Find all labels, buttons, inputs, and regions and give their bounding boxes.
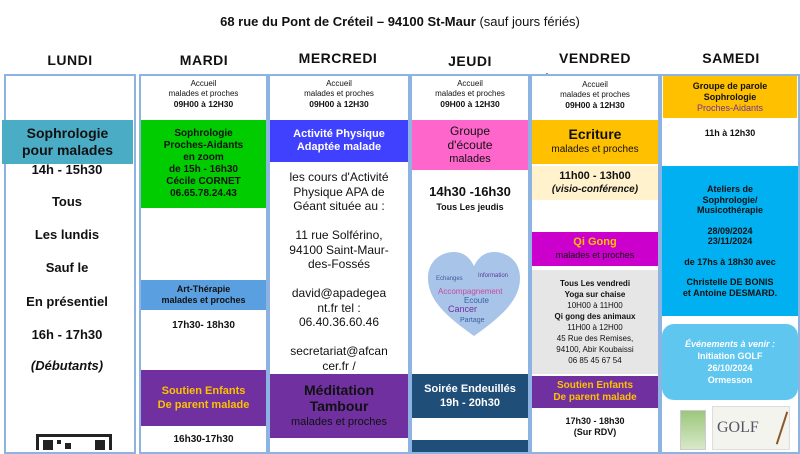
mardi-soutien-box — [141, 370, 266, 426]
lundi-line-4: En présentiel — [26, 294, 108, 309]
jeudi-groupe-sub: malades — [449, 153, 491, 165]
lundi-sophro-title: Sophrologie — [26, 125, 109, 141]
mardi-sophro-line: Sophrologie — [174, 128, 233, 139]
mardi-sophro-line: 06.65.78.24.43 — [170, 188, 237, 199]
mercredi-body-spacer — [270, 214, 408, 229]
samedi-events-box — [662, 324, 798, 400]
mardi-art-hours: 17h30- 18h30 — [172, 320, 235, 331]
samedi-events-line: Initiation GOLF — [697, 351, 763, 361]
vendredi-ecriture-sub: malades et proches — [551, 144, 639, 155]
vendredi-qigong-title: Qi Gong — [573, 236, 617, 248]
accueil-sub: malades et proches — [304, 89, 374, 98]
vendredi-ecriture-hours: 11h00 - 13h00 — [559, 170, 631, 182]
address-note: (sauf jours fériés) — [479, 14, 580, 29]
jeudi-groupe-title2: d'écoute — [447, 138, 493, 152]
golf-flyer-title: GOLF — [717, 419, 759, 436]
vendredi-info-line: 94100, Abir Koubaissi — [556, 345, 634, 354]
day-jeudi: JEUDI — [448, 53, 492, 69]
mercredi-med-title2: Tambour — [309, 398, 369, 414]
mercredi-body-line: secretariat@afcan — [290, 344, 388, 358]
mardi-sophro-line: de 15h - 16h30 — [169, 164, 238, 175]
mercredi-apa-box — [270, 120, 408, 162]
samedi-events-title: Événements à venir : — [684, 339, 776, 349]
address-text: 68 rue du Pont de Créteil – 94100 St-Maur — [220, 14, 476, 29]
vendredi-qigong-box — [532, 232, 658, 266]
lundi-line-1: Tous — [51, 194, 83, 209]
accueil-sub: malades et proches — [560, 90, 630, 99]
mercredi-body-line: 11 rue Solférino, — [295, 228, 383, 242]
accueil-title: Accueil — [326, 79, 352, 88]
golf-flyer-thumb — [680, 410, 706, 450]
samedi-ateliers-line: Christelle DE BONIS — [686, 277, 774, 287]
mardi-sophro-line: en zoom — [183, 152, 224, 163]
mardi-sophro-box — [141, 120, 266, 208]
lundi-line-3: Sauf le — [45, 260, 89, 275]
vendredi-info-box — [532, 270, 658, 374]
mardi-sophro-line: Cécile CORNET — [166, 176, 241, 187]
vendredi-soutien-title: Soutien Enfants — [556, 380, 634, 391]
mercredi-body-spacer — [270, 272, 408, 287]
mardi-art-sub: malades et proches — [161, 295, 246, 305]
heart-word: Cancer — [448, 304, 478, 314]
mercredi-body-line: david@apadegea — [291, 286, 387, 300]
mercredi-body-line: les cours d'Activité — [289, 170, 389, 184]
vendredi-ecriture-time-box — [532, 166, 658, 200]
heart-word: Information — [478, 273, 509, 279]
accueil-title: Accueil — [457, 79, 483, 88]
vendredi-ecriture-box — [532, 120, 658, 164]
vendredi-info-line: Yoga sur chaise — [564, 290, 626, 299]
mercredi-meditation-box — [270, 374, 408, 438]
day-samedi: SAMEDI — [702, 50, 760, 66]
samedi-events-line: 26/10/2024 — [707, 363, 753, 373]
mercredi-accueil — [270, 79, 408, 110]
lundi-sophro-box — [2, 120, 133, 164]
jeudi-soiree-box — [412, 374, 528, 418]
mercredi-apa-body — [270, 170, 408, 373]
samedi-groupe-box — [663, 76, 797, 118]
day-mercredi: MERCREDI — [298, 50, 378, 66]
samedi-groupe-sub: Proches-Aidants — [696, 102, 764, 113]
mercredi-med-sub: malades et proches — [291, 416, 387, 428]
vendredi-info-line: 11H00 à 12H00 — [567, 323, 623, 332]
mardi-sophro-line: Proches-Aidants — [163, 140, 244, 151]
mercredi-body-line: 94100 Saint-Maur- — [289, 242, 389, 257]
mercredi-body-line: 06.40.36.60.46 — [298, 315, 380, 329]
mercredi-body-line: cer.fr / — [322, 358, 356, 373]
vendredi-soutien-note: (Sur RDV) — [573, 427, 617, 437]
mercredi-apa-title: Activité Physique — [293, 128, 385, 140]
samedi-ateliers-line: Ateliers de — [706, 184, 754, 194]
lundi-line-2: Les lundis — [34, 227, 100, 242]
jeudi-accueil — [412, 79, 528, 110]
samedi-ateliers-line: de 17hs à 18h30 avec — [684, 256, 776, 267]
samedi-ateliers-line: 28/09/2024 — [707, 225, 753, 236]
day-lundi: LUNDI — [47, 52, 93, 68]
vendredi-info-line: Tous Les vendredi — [559, 279, 631, 288]
vendredi-info-line: 10H00 à 11H00 — [567, 301, 623, 310]
mercredi-body-line: des-Fossés — [307, 257, 371, 271]
jeudi-groupe-title: Groupe — [449, 124, 491, 138]
samedi-events-line: Ormesson — [707, 375, 753, 385]
samedi-groupe-title2: Sophrologie — [703, 91, 757, 102]
jeudi-soiree-title: Soirée Endeuillés — [424, 383, 516, 395]
samedi-ateliers-box — [662, 166, 798, 316]
jeudi-groupe-box — [412, 120, 528, 170]
mardi-soutien-hours: 16h30-17h30 — [173, 434, 234, 445]
vendredi-soutien-time — [532, 416, 658, 438]
vendredi-soutien-sub: De parent malade — [553, 392, 637, 403]
lundi-hours: 14h - 15h30 — [31, 162, 103, 177]
vendredi-qigong-sub: malades et proches — [555, 250, 635, 260]
vendredi-info-line: Qi gong des animaux — [554, 312, 636, 321]
vendredi-soutien-box — [532, 376, 658, 408]
mercredi-body-line: nt.fr tel : — [317, 300, 361, 315]
mercredi-med-title: Méditation — [304, 382, 374, 398]
mardi-soutien-sub: De parent malade — [157, 399, 250, 411]
day-mardi: MARDI — [179, 52, 229, 68]
vendredi-ecriture-mode: (visio-conférence) — [551, 184, 639, 195]
heart-word: Echanges — [436, 276, 463, 282]
mardi-art-title: Art-Thérapie — [176, 284, 231, 294]
mardi-accueil — [141, 79, 266, 110]
vendredi-info-line: 45 Rue des Remises, — [556, 334, 634, 343]
day-vendredi: VENDRED — [559, 50, 631, 66]
mercredi-body-spacer — [270, 330, 408, 345]
mercredi-body-line: Physique APA de — [293, 184, 385, 199]
jeudi-next-box — [412, 440, 528, 452]
accueil-hours: 09H00 à 12H30 — [440, 99, 500, 109]
lundi-line-6: (Débutants) — [30, 358, 104, 373]
jeudi-note: Tous Les jeudis — [436, 202, 504, 212]
accueil-title: Accueil — [190, 79, 217, 88]
mardi-soutien-title: Soutien Enfants — [161, 385, 246, 397]
lundi-sophro-sub: pour malades — [21, 142, 114, 158]
mercredi-apa-sub: Adaptée malade — [296, 141, 382, 153]
accueil-hours: 09H00 à 12H30 — [309, 99, 369, 109]
mardi-art-box — [141, 280, 266, 310]
qr-code-icon — [36, 434, 112, 450]
samedi-groupe-title: Groupe de parole — [692, 80, 768, 91]
accueil-sub: malades et proches — [168, 89, 239, 98]
vendredi-accueil — [532, 80, 658, 111]
accueil-sub: malades et proches — [435, 89, 505, 98]
accueil-hours: 09H00 à 12H30 — [173, 99, 234, 109]
heart-icon — [426, 250, 522, 340]
heart-word: Ecoute — [464, 296, 489, 305]
golf-flyer — [712, 406, 790, 450]
golf-club-icon — [776, 412, 788, 445]
accueil-hours: 09H00 à 12H30 — [565, 100, 625, 110]
address-line — [0, 14, 800, 29]
samedi-ateliers-line: Musicothérapie — [696, 205, 763, 215]
jeudi-hours: 14h30 -16h30 — [429, 184, 511, 199]
samedi-ateliers-line: Sophrologie/ — [702, 194, 758, 205]
samedi-ateliers-line: 23/11/2024 — [707, 236, 753, 246]
jeudi-soiree-hours: 19h - 20h30 — [440, 397, 500, 409]
lundi-line-5: 16h - 17h30 — [31, 327, 103, 342]
vendredi-info-line: 06 85 45 67 54 — [568, 356, 622, 365]
accueil-title: Accueil — [582, 80, 608, 89]
heart-word: Accompagnement — [438, 287, 503, 296]
vendredi-soutien-hours: 17h30 - 18h30 — [565, 416, 625, 426]
mercredi-body-line: Géant située au : — [293, 199, 385, 213]
vendredi-ecriture-title: Ecriture — [568, 126, 622, 142]
samedi-groupe-hours: 11h à 12h30 — [704, 128, 756, 138]
samedi-ateliers-line: et Antoine DESMARD. — [682, 287, 778, 298]
heart-word: Partage — [460, 317, 485, 324]
